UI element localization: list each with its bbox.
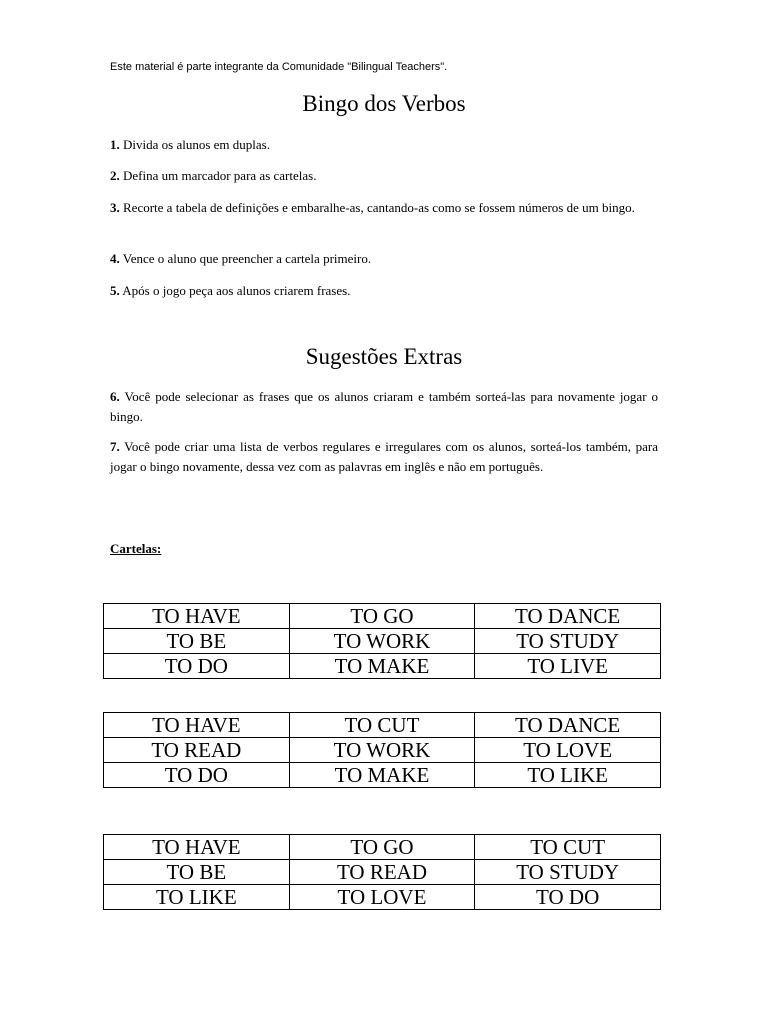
card-cell: TO GO xyxy=(289,835,475,860)
card-row xyxy=(104,713,661,738)
card-cell: TO MAKE xyxy=(289,654,475,679)
step-3 xyxy=(110,198,658,218)
step-text: Defina um marcador para as cartelas. xyxy=(119,168,317,183)
card-cell: TO HAVE xyxy=(104,604,290,629)
header-note: Este material é parte integrante da Comunidade "Bilingual Teachers". xyxy=(110,61,448,73)
step-2 xyxy=(110,166,658,186)
card-row xyxy=(104,763,661,788)
card-cell: TO HAVE xyxy=(104,835,290,860)
step-number: 2. xyxy=(110,168,120,183)
card-cell: TO LIVE xyxy=(475,654,661,679)
card-cell: TO DO xyxy=(475,885,661,910)
step-number: 4. xyxy=(110,251,120,266)
card-cell: TO LIKE xyxy=(475,763,661,788)
bingo-card-2 xyxy=(103,712,661,788)
page-title: Bingo dos Verbos xyxy=(302,91,466,116)
step-text: Vence o aluno que preencher a cartela primeiro. xyxy=(119,251,372,266)
card-row xyxy=(104,604,661,629)
card-cell: TO STUDY xyxy=(475,629,661,654)
card-row xyxy=(104,860,661,885)
step-text: Recorte a tabela de definições e embaralhe-as, cantando-as como se fossem números de um bingo. xyxy=(119,200,635,215)
extra-6 xyxy=(110,387,658,427)
card-cell: TO BE xyxy=(104,629,290,654)
card-cell: TO DANCE xyxy=(475,713,661,738)
step-text: Após o jogo peça aos alunos criarem frases. xyxy=(119,283,351,298)
card-row xyxy=(104,835,661,860)
card-cell: TO CUT xyxy=(289,713,475,738)
card-row xyxy=(104,885,661,910)
bingo-card-3 xyxy=(103,834,661,910)
card-cell: TO WORK xyxy=(289,629,475,654)
step-number: 6. xyxy=(110,389,120,404)
card-row xyxy=(104,654,661,679)
step-text: Divida os alunos em duplas. xyxy=(119,137,270,152)
card-cell: TO STUDY xyxy=(475,860,661,885)
card-cell: TO CUT xyxy=(475,835,661,860)
extras-title: Sugestões Extras xyxy=(305,344,463,369)
card-cell: TO LOVE xyxy=(475,738,661,763)
card-cell: TO GO xyxy=(289,604,475,629)
card-cell: TO DANCE xyxy=(475,604,661,629)
step-number: 3. xyxy=(110,200,120,215)
bingo-card-1 xyxy=(103,603,661,679)
card-cell: TO LIKE xyxy=(104,885,290,910)
step-text: Você pode selecionar as frases que os alunos criaram e também sorteá-las para novamente jogar o bingo. xyxy=(110,389,658,424)
card-cell: TO DO xyxy=(104,763,290,788)
card-row xyxy=(104,738,661,763)
card-cell: TO READ xyxy=(104,738,290,763)
step-text: Você pode criar uma lista de verbos regulares e irregulares com os alunos, sorteá-los também, para jogar o bingo novamente, dessa vez com as palavras em inglês e não em português. xyxy=(110,439,658,474)
step-4 xyxy=(110,249,658,269)
cartelas-label: Cartelas: xyxy=(110,541,162,556)
step-number: 5. xyxy=(110,283,120,298)
card-row xyxy=(104,629,661,654)
card-cell: TO WORK xyxy=(289,738,475,763)
card-cell: TO READ xyxy=(289,860,475,885)
step-1 xyxy=(110,135,658,155)
step-number: 1. xyxy=(110,137,120,152)
card-cell: TO BE xyxy=(104,860,290,885)
card-cell: TO MAKE xyxy=(289,763,475,788)
step-5 xyxy=(110,281,658,301)
card-cell: TO HAVE xyxy=(104,713,290,738)
card-cell: TO LOVE xyxy=(289,885,475,910)
extra-7 xyxy=(110,437,658,477)
step-number: 7. xyxy=(110,439,120,454)
card-cell: TO DO xyxy=(104,654,290,679)
